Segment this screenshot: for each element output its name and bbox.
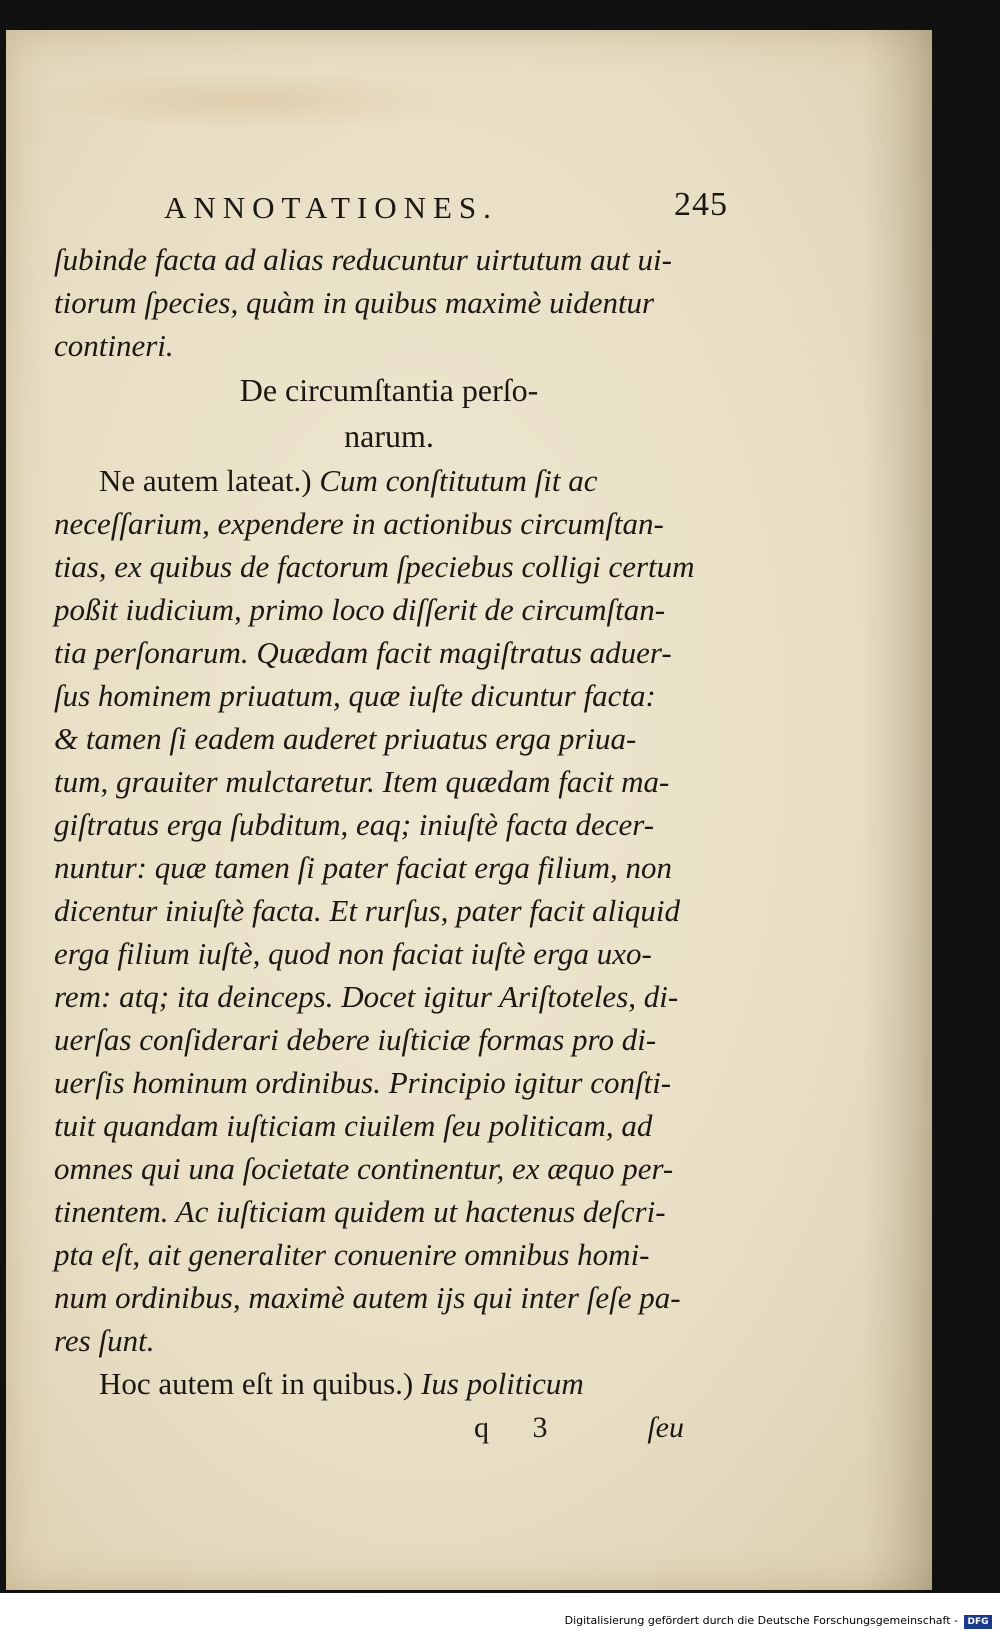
text-line: omnes qui una ſocietate continentur, ex æquo per- (54, 1151, 674, 1186)
text-line: tinentem. Ac iuſticiam quidem ut hactenus deſcri- (54, 1194, 666, 1229)
running-head (54, 186, 728, 238)
paragraph-text: Cum conſtitutum ſit ac (311, 463, 598, 498)
page-gutter-shadow (862, 30, 932, 1590)
text-line: giſtratus erga ſubditum, eaq; iniuſtè facta decer- (54, 807, 655, 842)
lemma: Ne autem lateat.) (99, 463, 312, 498)
section-heading-line: narum. (344, 418, 434, 454)
text-line: tum, grauiter mulctaretur. Item quædam facit ma- (54, 764, 670, 799)
text-line: uerſis hominum ordinibus. Principio igitur conſti- (54, 1065, 672, 1100)
text-line: dicentur iniuſtè facta. Et rurſus, pater facit aliquid (54, 893, 680, 928)
text-line: contineri. (54, 328, 174, 363)
text-line: poßit iudicium, primo loco diſſerit de circumſtan- (54, 592, 666, 627)
text-line: res ſunt. (54, 1323, 155, 1358)
text-line: rem: atq; ita deinceps. Docet igitur Ariſtoteles, di- (54, 979, 679, 1014)
text-line: neceſſarium, expendere in actionibus circumſtan- (54, 506, 664, 541)
text-line: tias, ex quibus de factorum ſpeciebus colligi certum (54, 549, 695, 584)
text-line: tuit quandam iuſticiam ciuilem ſeu politicam, ad (54, 1108, 653, 1143)
paragraph-text: Ius politicum (413, 1366, 584, 1401)
page-text (54, 186, 728, 1451)
running-head-title: ANNOTATIONES. (164, 190, 498, 225)
paper-stain (36, 70, 456, 130)
text-line: ſus hominem priuatum, quæ iuſte dicuntur facta: (54, 678, 656, 713)
catchword: ſeu (647, 1411, 684, 1444)
section-heading-line: De circumſtantia perſo- (239, 372, 539, 408)
text-line: tiorum ſpecies, quàm in quibus maximè uidentur (54, 285, 655, 320)
text-line: num ordinibus, maximè autem ijs qui inter ſeſe pa- (54, 1280, 681, 1315)
text-line: pta eſt, ait generaliter conuenire omnibus homi- (54, 1237, 650, 1272)
book-page (6, 30, 932, 1590)
funding-notice: Digitalisierung gefördert durch die Deutsche Forschungsgemeinschaft - (564, 1614, 958, 1627)
text-line: & tamen ſi eadem auderet priuatus erga priua- (54, 721, 637, 756)
text-line: tia perſonarum. Quædam facit magiſtratus aduer- (54, 635, 672, 670)
text-line: nuntur: quæ tamen ſi pater faciat erga filium, non (54, 850, 672, 885)
signature-mark: q 3 (474, 1411, 566, 1444)
catch-line (54, 1405, 724, 1451)
paragraph-first-line (54, 459, 724, 502)
dfg-logo: DFG (964, 1615, 992, 1629)
text-line: uerſas conſiderari debere iuſticiæ formas pro di- (54, 1022, 657, 1057)
text-line: ſubinde facta ad alias reducuntur uirtutum aut ui- (54, 242, 672, 277)
lemma: Hoc autem eſt in quibus.) (99, 1366, 414, 1401)
paragraph-first-line (54, 1362, 724, 1405)
digitization-footer (0, 1593, 1000, 1635)
page-number: 245 (674, 186, 728, 223)
text-line: erga filium iuſtè, quod non faciat iuſtè erga uxo- (54, 936, 652, 971)
